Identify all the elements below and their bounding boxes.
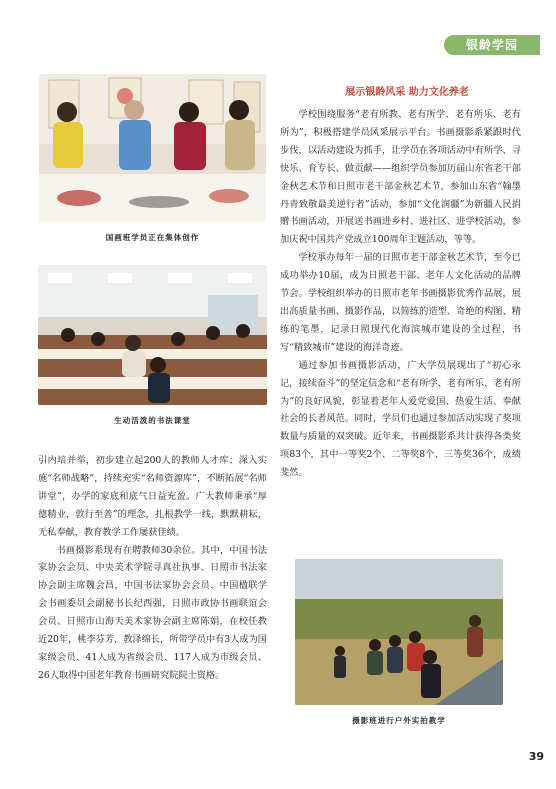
article-title: 展示银龄风采 助力文化养老 [345, 87, 469, 98]
photo-painting-class [39, 74, 266, 222]
right-paragraph-1: 学校围绕服务“老有所教、老有所学、老有所乐、老有所为”，积极搭建学员风采展示平台。书画摄影系紧跟时代步伐，以活动建设为抓手，让学员在各项活动中有所学、寻快乐、育专长、做贡献——组织学员参加历届山东省老干部金秋艺术节和日照市老干部金秋艺术节，参加山东省“翰墨丹青致敬最美逆行者”活动，参加“文化润疆”为新疆人民捐赠书画活动，开展送书画进乡村、进社区、进学校活动，参加庆祝中国共产党成立100周年主题活动，等等。 [280, 109, 521, 246]
calligraphy-class-image [38, 265, 267, 405]
page-number: 39 [528, 750, 544, 763]
left-paragraph-1: 引内培并举，初步建立起200人的教师人才库；深入实施“名师战略”，持续充实“名师资源库”，不断拓展“名师讲堂”，办学的家底和底气日益充盈。广大教师秉承“厚德精业，敦行至善”的理念，扎根教学一线，默默耕耘，无私奉献，教育教学工作屡获佳绩。 [38, 455, 267, 538]
photo-photography-class [295, 559, 503, 705]
photo-calligraphy-class [38, 265, 267, 405]
right-paragraph-2: 学校承办每年一届的日照市老干部金秋艺术节，至今已成功举办10届，成为日照老干部、老年人文化活动的品牌节会。学校组织举办的日照市老年书画摄影优秀作品展，展出高质量书画、摄影作品，以简练的造型、奇绝的构图、精练的笔墨，记录日照现代化海滨城市建设的全过程，书写“精致城市”建设的海洋奇迹。 [280, 252, 521, 353]
left-column-text [38, 452, 267, 685]
photo-caption-painting: 国画班学员正在集体创作 [105, 233, 200, 242]
right-paragraph-3: 通过参加书画摄影活动，广大学员展现出了“初心永记，接续奋斗”的坚定信念和“老有所学、老有所乐、老有所为”的良好风貌，彰显着老年人爱党爱国、热爱生活、奉献社会的长者风范。同时，学员们也通过参加活动实现了奖项数量与质量的双突破。近年来，书画摄影系共计获得各类奖项83个，其中一等奖2个、二等奖8个、三等奖36个，成绩斐然。 [280, 359, 521, 479]
photo-caption-photography: 摄影班进行户外实拍教学 [352, 716, 446, 725]
painting-class-image [39, 74, 266, 222]
left-paragraph-2: 书画摄影系现有在聘教师30余位。其中，中国书法家协会会员、中央美术学院寻真社执事、日照市书法家协会副主席魏会昌，中国书法家协会会员、中国楹联学会书画委员会副秘书长纪西强，日照市政协书画联谊会会员、日照市山海天美术家协会副主席陈娟，在校任教近20年，桃李芬芳，教泽绵长，所带学员中有3人成为国家级会员、41人成为省级会员、117人成为市级会员、26人取得中国老年教育书画研究院院士资格。 [38, 544, 267, 681]
section-tag: 银龄学园 [444, 35, 540, 55]
right-column-text [280, 106, 521, 482]
photo-caption-calligraphy: 生动活泼的书法课堂 [114, 416, 191, 425]
photography-class-image [295, 559, 503, 705]
